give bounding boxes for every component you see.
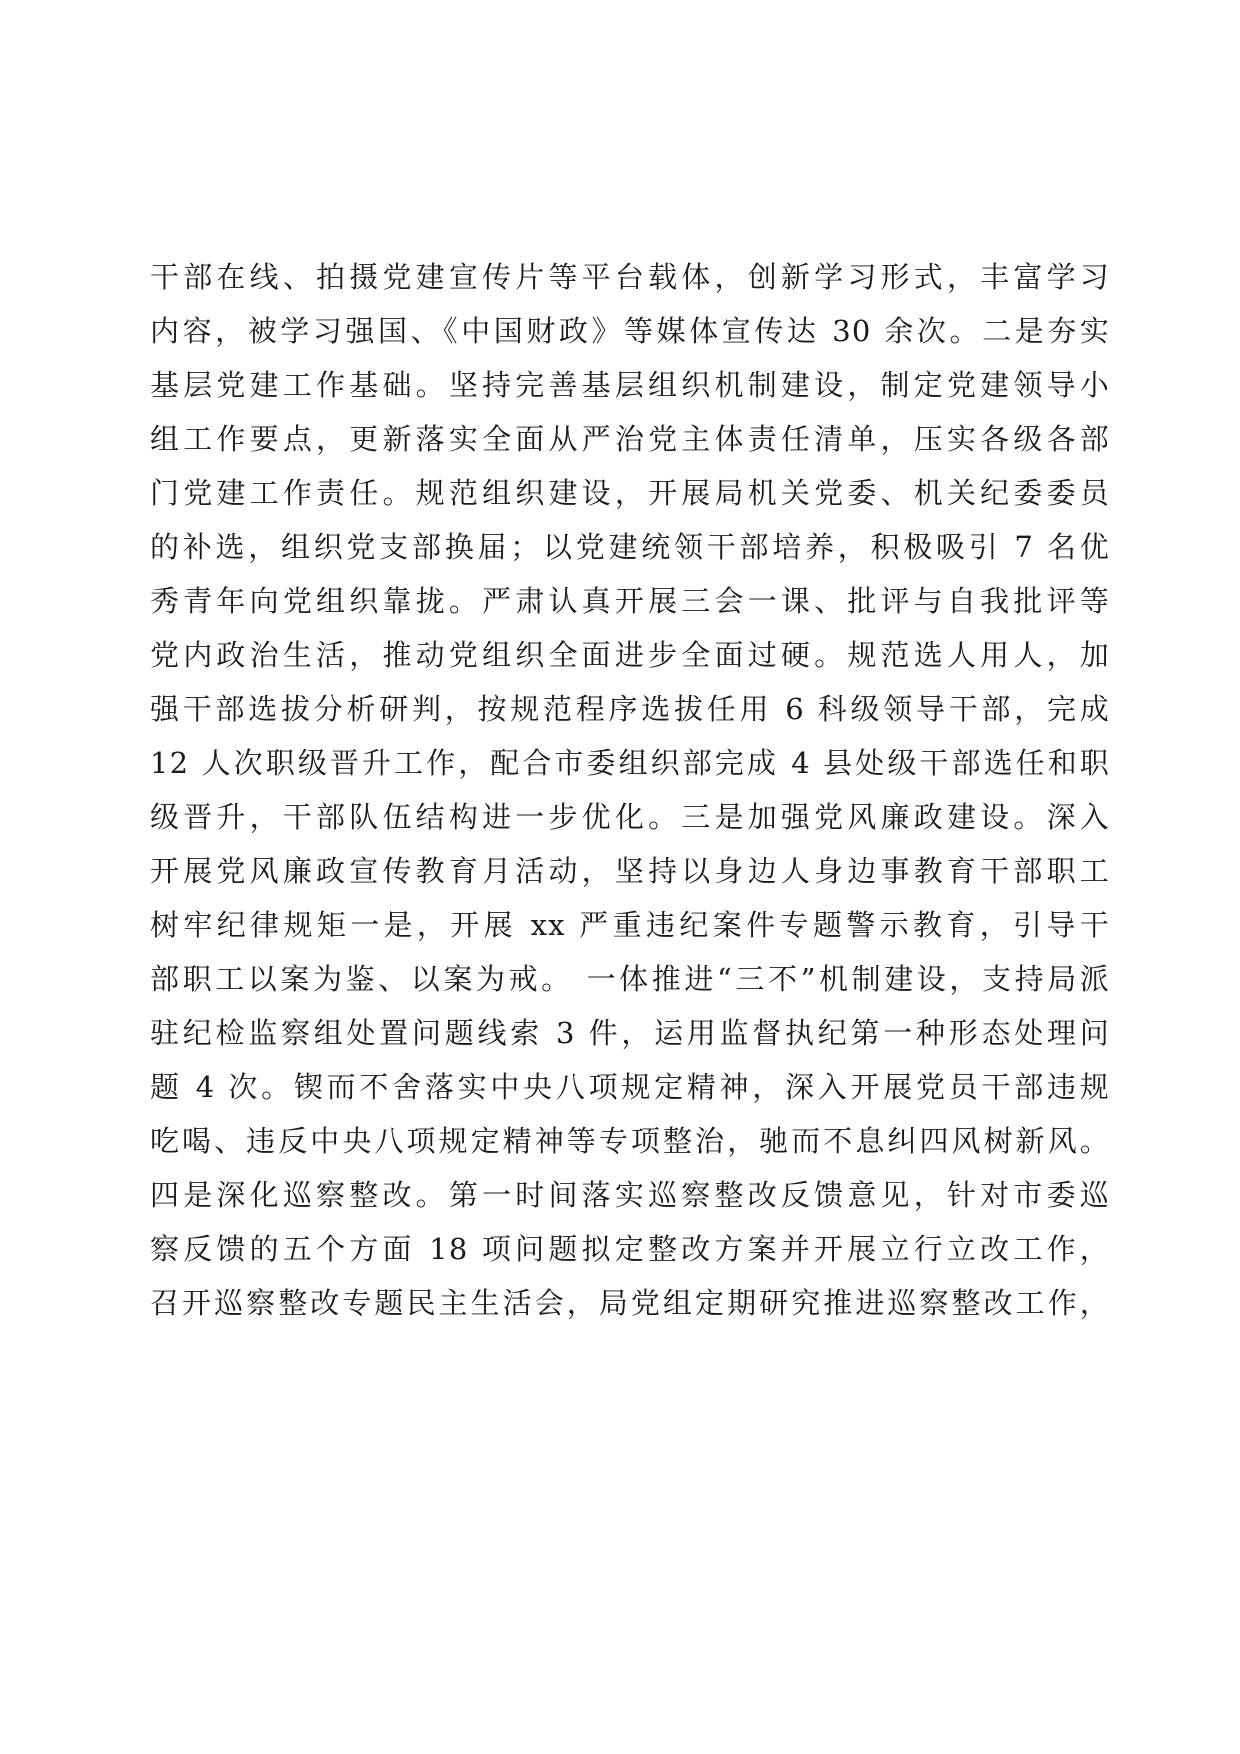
text-line: 干部在线、拍摄党建宣传片等平台载体，创新学习形式，丰富学习 (150, 260, 1110, 294)
text-line: 的补选，组织党支部换届；以党建统领干部培养，积极吸引 7 名优 (150, 530, 1110, 564)
text-line: 级晋升，干部队伍结构进一步优化。三是加强党风廉政建设。深入 (150, 800, 1110, 834)
text-line: 召开巡察整改专题民主生活会，局党组定期研究推进巡察整改工作， (150, 1286, 1110, 1320)
text-line: 开展党风廉政宣传教育月活动，坚持以身边人身边事教育干部职工 (150, 854, 1110, 888)
text-line: 题 4 次。锲而不舍落实中央八项规定精神，深入开展党员干部违规 (150, 1070, 1110, 1104)
text-line: 四是深化巡察整改。第一时间落实巡察整改反馈意见，针对市委巡 (150, 1178, 1110, 1212)
text-line: 吃喝、违反中央八项规定精神等专项整治，驰而不息纠四风树新风。 (150, 1124, 1110, 1158)
body-text (150, 250, 1110, 1330)
text-line: 树牢纪律规矩一是，开展 xx 严重违纪案件专题警示教育，引导干 (150, 908, 1110, 942)
text-line: 部职工以案为鉴、以案为戒。 一体推进“三不”机制建设，支持局派 (150, 962, 1110, 996)
text-line: 驻纪检监察组处置问题线索 3 件，运用监督执纪第一种形态处理问 (150, 1016, 1110, 1050)
text-line: 门党建工作责任。规范组织建设，开展局机关党委、机关纪委委员 (150, 476, 1110, 510)
text-line: 12 人次职级晋升工作，配合市委组织部完成 4 县处级干部选任和职 (150, 746, 1110, 780)
text-line: 察反馈的五个方面 18 项问题拟定整改方案并开展立行立改工作， (150, 1232, 1110, 1266)
text-line: 秀青年向党组织靠拢。严肃认真开展三会一课、批评与自我批评等 (150, 584, 1110, 618)
text-line: 基层党建工作基础。坚持完善基层组织机制建设，制定党建领导小 (150, 368, 1110, 402)
text-line: 党内政治生活，推动党组织全面进步全面过硬。规范选人用人，加 (150, 638, 1110, 672)
text-line: 组工作要点，更新落实全面从严治党主体责任清单，压实各级各部 (150, 422, 1110, 456)
text-line: 内容，被学习强国、《中国财政》等媒体宣传达 30 余次。二是夯实 (150, 314, 1110, 348)
text-line: 强干部选拔分析研判，按规范程序选拔任用 6 科级领导干部，完成 (150, 692, 1110, 726)
